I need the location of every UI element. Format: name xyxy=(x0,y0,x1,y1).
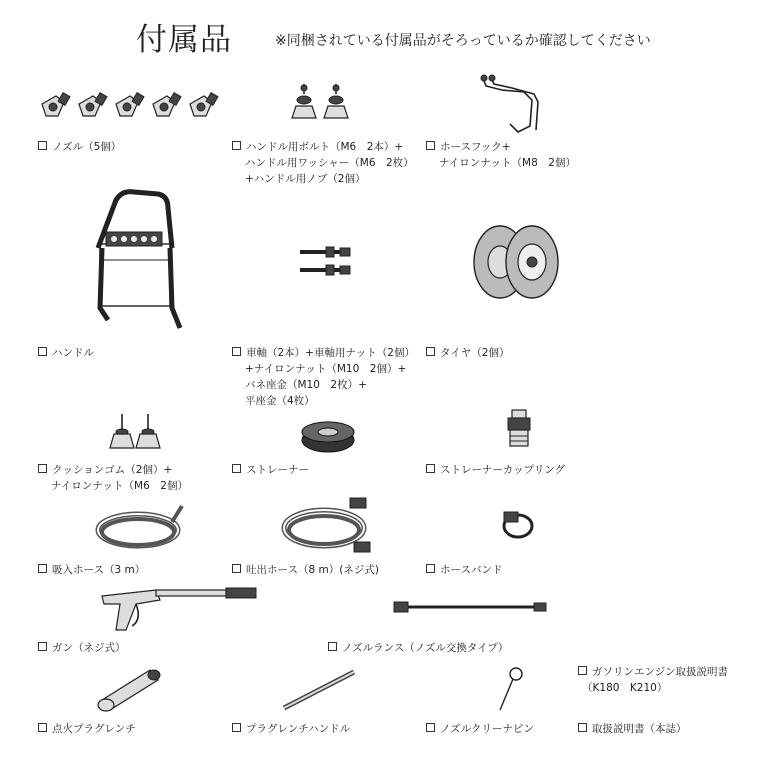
item-label-strainer: ストレーナー xyxy=(232,462,309,478)
nozzle-cleaner-pin-illustration xyxy=(494,666,528,714)
suction-hose-illustration xyxy=(94,498,190,556)
handle-illustration xyxy=(88,188,188,338)
checkbox-icon xyxy=(38,723,47,732)
cushion-rubber-illustration xyxy=(108,414,168,456)
strainer-illustration xyxy=(298,418,358,458)
checkbox-icon xyxy=(426,141,435,150)
item-label-cushion-rubber: クッションゴム（2個）+ ナイロンナット（M6 2個） xyxy=(38,462,188,494)
nozzle-lance-illustration xyxy=(394,598,554,618)
item-label-hose-band: ホースバンド xyxy=(426,562,502,578)
checkbox-icon xyxy=(38,141,47,150)
checkbox-icon xyxy=(232,347,241,356)
strainer-coupling-illustration xyxy=(500,410,540,454)
plug-wrench-handle-illustration xyxy=(280,668,360,712)
checkbox-icon xyxy=(232,564,241,573)
spark-plug-wrench-illustration xyxy=(94,664,174,714)
check-note: ※同梱されている付属品がそろっているか確認してください xyxy=(275,33,651,49)
discharge-hose-illustration xyxy=(280,494,380,556)
item-label-hose-hook: ホースフック+ ナイロンナット（M8 2個） xyxy=(426,139,576,171)
nozzle xyxy=(116,93,144,116)
item-label-nozzle-cleaner-pin: ノズルクリーナピン xyxy=(426,721,534,737)
checkbox-icon xyxy=(426,347,435,356)
nozzle xyxy=(190,93,218,116)
checkbox-icon xyxy=(38,347,47,356)
checkbox-icon xyxy=(578,723,587,732)
checkbox-icon xyxy=(426,564,435,573)
item-label-spark-plug-wrench: 点火プラグレンチ xyxy=(38,721,136,737)
item-label-suction-hose: 吸入ホース（3 m） xyxy=(38,562,145,578)
checkbox-icon xyxy=(38,642,47,651)
nozzle xyxy=(42,93,70,116)
item-label-axle: 車軸（2本）+車軸用ナット（2個） +ナイロンナット（M10 2個）+ バネ座金（M10 2枚）+ 平座金（4枚） xyxy=(232,345,415,409)
nozzle xyxy=(79,93,107,116)
hose-band-illustration xyxy=(500,508,540,542)
tire-illustration xyxy=(466,222,566,302)
nozzle xyxy=(153,93,181,116)
checkbox-icon xyxy=(426,723,435,732)
item-label-handle: ハンドル xyxy=(38,345,94,361)
axle-illustration xyxy=(296,242,366,282)
item-label-discharge-hose: 吐出ホース（8 m）(ネジ式) xyxy=(232,562,379,578)
hose-hook-illustration xyxy=(472,72,552,138)
checkbox-icon xyxy=(328,642,337,651)
checkbox-icon xyxy=(232,464,241,473)
checkbox-icon xyxy=(232,723,241,732)
handle-bolt-illustration xyxy=(292,84,362,126)
item-label-handle-bolt: ハンドル用ボルト（M6 2本）+ ハンドル用ワッシャー（M6 2枚） +ハンドル用ノブ（2個） xyxy=(232,139,414,187)
item-label-nozzle: ノズル（5個） xyxy=(38,139,121,155)
checkbox-icon xyxy=(38,464,47,473)
item-label-gun: ガン（ネジ式） xyxy=(38,640,126,656)
item-label-instruction-manual: 取扱説明書（本誌） xyxy=(578,721,687,737)
checkbox-icon xyxy=(232,141,241,150)
item-label-plug-wrench-handle: プラグレンチハンドル xyxy=(232,721,350,737)
item-label-nozzle-lance: ノズルランス（ノズル交換タイプ） xyxy=(328,640,508,656)
item-label-engine-manual: ガソリンエンジン取扱説明書 （K180 K210） xyxy=(578,664,728,696)
nozzle-illustration xyxy=(38,90,218,130)
item-label-strainer-coupling: ストレーナーカップリング xyxy=(426,462,565,478)
page-title: 付属品 xyxy=(136,22,232,58)
gun-illustration xyxy=(96,582,266,638)
checkbox-icon xyxy=(38,564,47,573)
checkbox-icon xyxy=(426,464,435,473)
checkbox-icon xyxy=(578,666,587,675)
item-label-tire: タイヤ（2個） xyxy=(426,345,509,361)
